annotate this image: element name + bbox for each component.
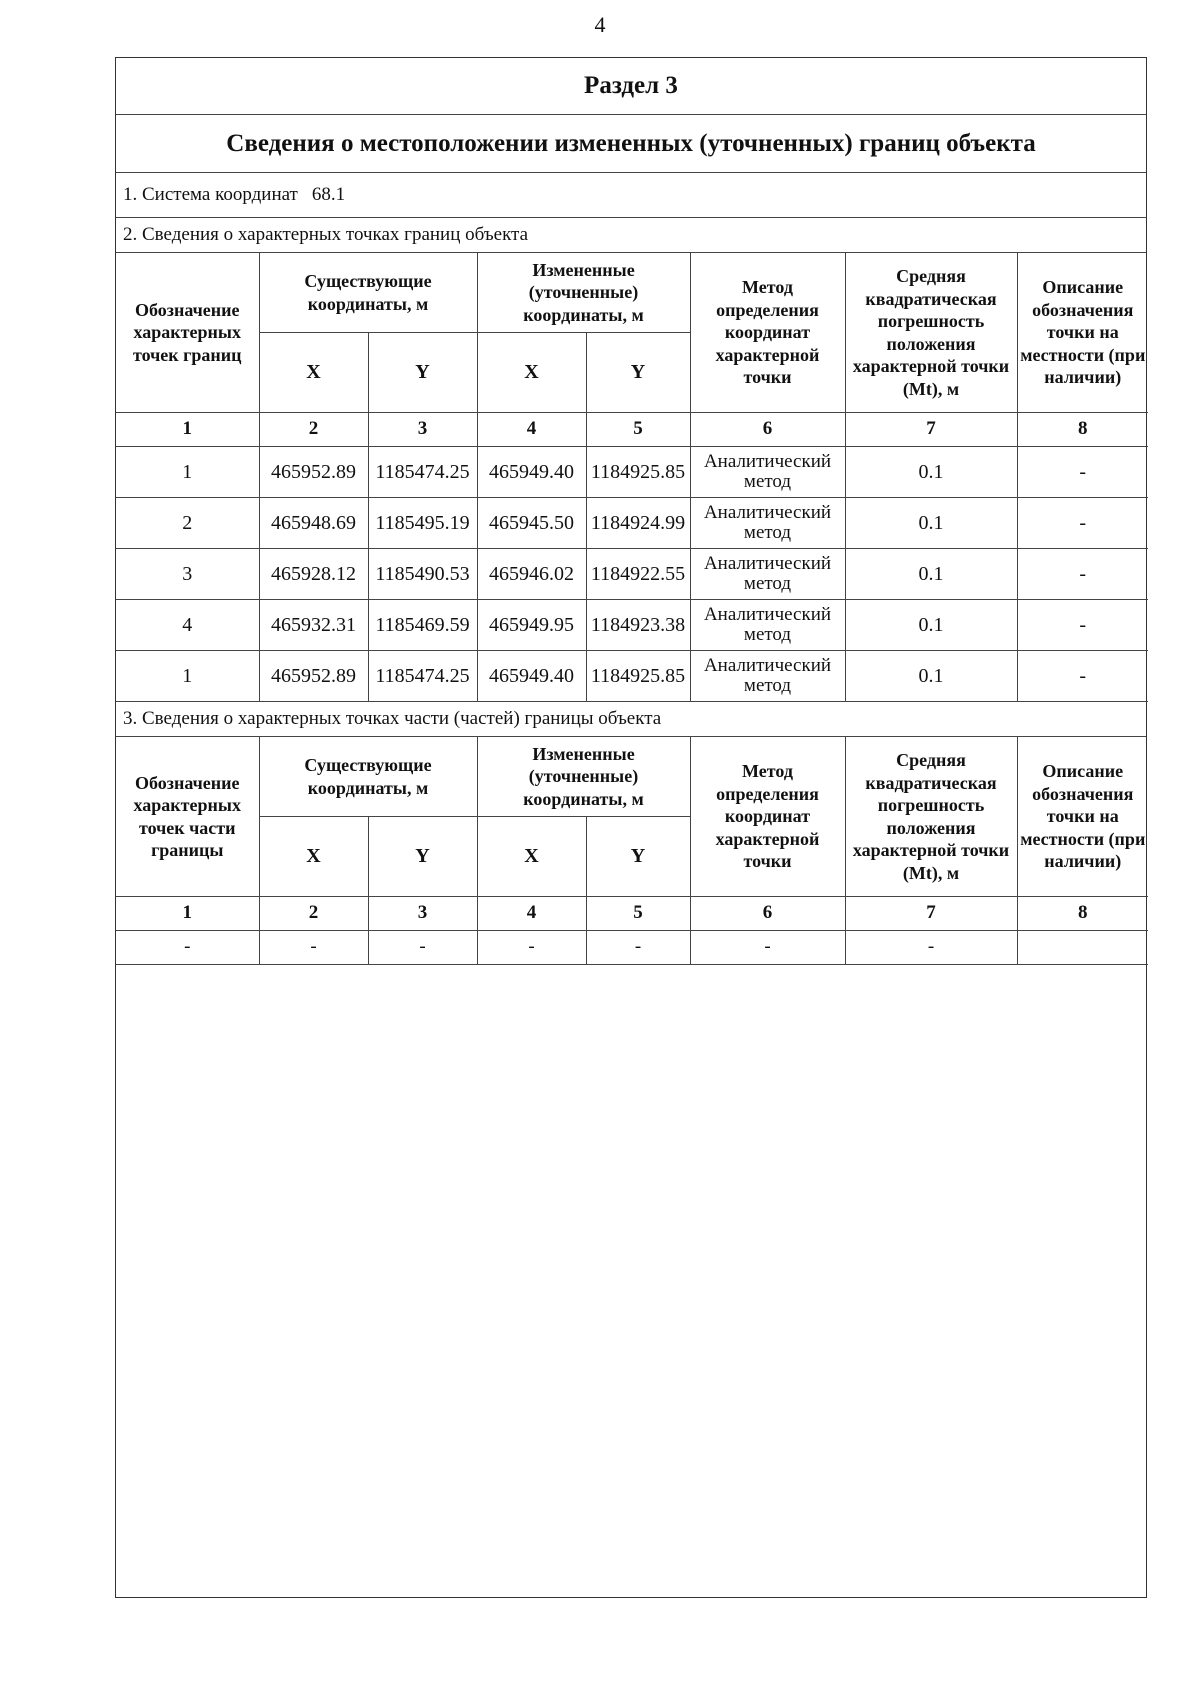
existing-y: 1185469.59 <box>368 600 477 651</box>
header-existing-coords: Существующие координаты, м <box>259 253 477 333</box>
empty-cell: - <box>116 931 259 965</box>
changed-x: 465945.50 <box>477 498 586 549</box>
changed-y: 1184923.38 <box>586 600 690 651</box>
header-existing-y: Y <box>368 817 477 897</box>
empty-cell <box>1017 931 1148 965</box>
existing-y: 1185474.25 <box>368 651 477 702</box>
header-error: Средняя квадратическая погрешность положения характерной точки (Mt), м <box>845 737 1017 897</box>
changed-y: 1184925.85 <box>586 447 690 498</box>
point-description: - <box>1017 651 1148 702</box>
column-number: 6 <box>690 897 845 931</box>
mt-error: 0.1 <box>845 600 1017 651</box>
column-number: 2 <box>259 413 368 447</box>
existing-x: 465948.69 <box>259 498 368 549</box>
section-title: Раздел 3 <box>116 58 1146 115</box>
header-description: Описание обозначения точки на местности (при наличии) <box>1017 253 1148 413</box>
method: Аналитический метод <box>690 549 845 600</box>
column-number: 6 <box>690 413 845 447</box>
point-description: - <box>1017 447 1148 498</box>
table-row <box>116 549 1148 600</box>
part3-title: 3. Сведения о характерных точках части (частей) границы объекта <box>116 702 1146 737</box>
document-frame <box>115 57 1147 1598</box>
column-number: 4 <box>477 413 586 447</box>
header-part-point-id: Обозначение характерных точек части границы <box>116 737 259 897</box>
mt-error: 0.1 <box>845 549 1017 600</box>
column-number: 5 <box>586 413 690 447</box>
method: Аналитический метод <box>690 447 845 498</box>
mt-error: 0.1 <box>845 447 1017 498</box>
header-changed-coords: Измененные (уточненные) координаты, м <box>477 253 690 333</box>
table-row <box>116 651 1148 702</box>
point-description: - <box>1017 498 1148 549</box>
table-row <box>116 447 1148 498</box>
table-row <box>116 931 1148 965</box>
empty-cell: - <box>845 931 1017 965</box>
existing-x: 465928.12 <box>259 549 368 600</box>
changed-y: 1184925.85 <box>586 651 690 702</box>
header-changed-y: Y <box>586 817 690 897</box>
existing-y: 1185490.53 <box>368 549 477 600</box>
changed-x: 465949.95 <box>477 600 586 651</box>
mt-error: 0.1 <box>845 498 1017 549</box>
coord-system-label: 1. Система координат <box>123 184 298 205</box>
existing-y: 1185495.19 <box>368 498 477 549</box>
header-existing-coords: Существующие координаты, м <box>259 737 477 817</box>
existing-x: 465932.31 <box>259 600 368 651</box>
mt-error: 0.1 <box>845 651 1017 702</box>
empty-cell: - <box>690 931 845 965</box>
changed-x: 465949.40 <box>477 651 586 702</box>
header-changed-x: X <box>477 333 586 413</box>
point-description: - <box>1017 600 1148 651</box>
header-point-id: Обозначение характерных точек границ <box>116 253 259 413</box>
header-method: Метод определения координат характерной точки <box>690 737 845 897</box>
table-row <box>116 498 1148 549</box>
header-existing-y: Y <box>368 333 477 413</box>
existing-x: 465952.89 <box>259 447 368 498</box>
empty-cell: - <box>259 931 368 965</box>
header-existing-x: X <box>259 333 368 413</box>
column-number: 1 <box>116 413 259 447</box>
column-number: 3 <box>368 897 477 931</box>
existing-x: 465952.89 <box>259 651 368 702</box>
header-error: Средняя квадратическая погрешность положения характерной точки (Mt), м <box>845 253 1017 413</box>
column-number: 8 <box>1017 897 1148 931</box>
column-number: 1 <box>116 897 259 931</box>
column-number: 3 <box>368 413 477 447</box>
point-id: 1 <box>116 651 259 702</box>
part2-title: 2. Сведения о характерных точках границ объекта <box>116 218 1146 253</box>
coord-system-line <box>116 173 1146 218</box>
changed-x: 465949.40 <box>477 447 586 498</box>
column-number: 2 <box>259 897 368 931</box>
header-existing-x: X <box>259 817 368 897</box>
point-id: 4 <box>116 600 259 651</box>
header-method: Метод определения координат характерной точки <box>690 253 845 413</box>
part-boundary-points-table <box>116 737 1148 965</box>
table-row <box>116 600 1148 651</box>
method: Аналитический метод <box>690 600 845 651</box>
existing-y: 1185474.25 <box>368 447 477 498</box>
coord-system-value: 68.1 <box>311 184 346 205</box>
point-id: 3 <box>116 549 259 600</box>
point-id: 1 <box>116 447 259 498</box>
empty-cell: - <box>477 931 586 965</box>
header-changed-coords: Измененные (уточненные) координаты, м <box>477 737 690 817</box>
header-description: Описание обозначения точки на местности (при наличии) <box>1017 737 1148 897</box>
page-number: 4 <box>594 12 606 37</box>
section-subtitle: Сведения о местоположении измененных (уточненных) границ объекта <box>116 115 1146 173</box>
column-number: 7 <box>845 413 1017 447</box>
changed-x: 465946.02 <box>477 549 586 600</box>
column-numbers-row <box>116 897 1148 931</box>
column-number: 4 <box>477 897 586 931</box>
header-changed-x: X <box>477 817 586 897</box>
method: Аналитический метод <box>690 498 845 549</box>
column-number: 7 <box>845 897 1017 931</box>
point-description: - <box>1017 549 1148 600</box>
empty-cell: - <box>586 931 690 965</box>
header-changed-y: Y <box>586 333 690 413</box>
changed-y: 1184922.55 <box>586 549 690 600</box>
column-numbers-row <box>116 413 1148 447</box>
method: Аналитический метод <box>690 651 845 702</box>
column-number: 8 <box>1017 413 1148 447</box>
boundary-points-table <box>116 253 1148 702</box>
empty-cell: - <box>368 931 477 965</box>
column-number: 5 <box>586 897 690 931</box>
changed-y: 1184924.99 <box>586 498 690 549</box>
point-id: 2 <box>116 498 259 549</box>
